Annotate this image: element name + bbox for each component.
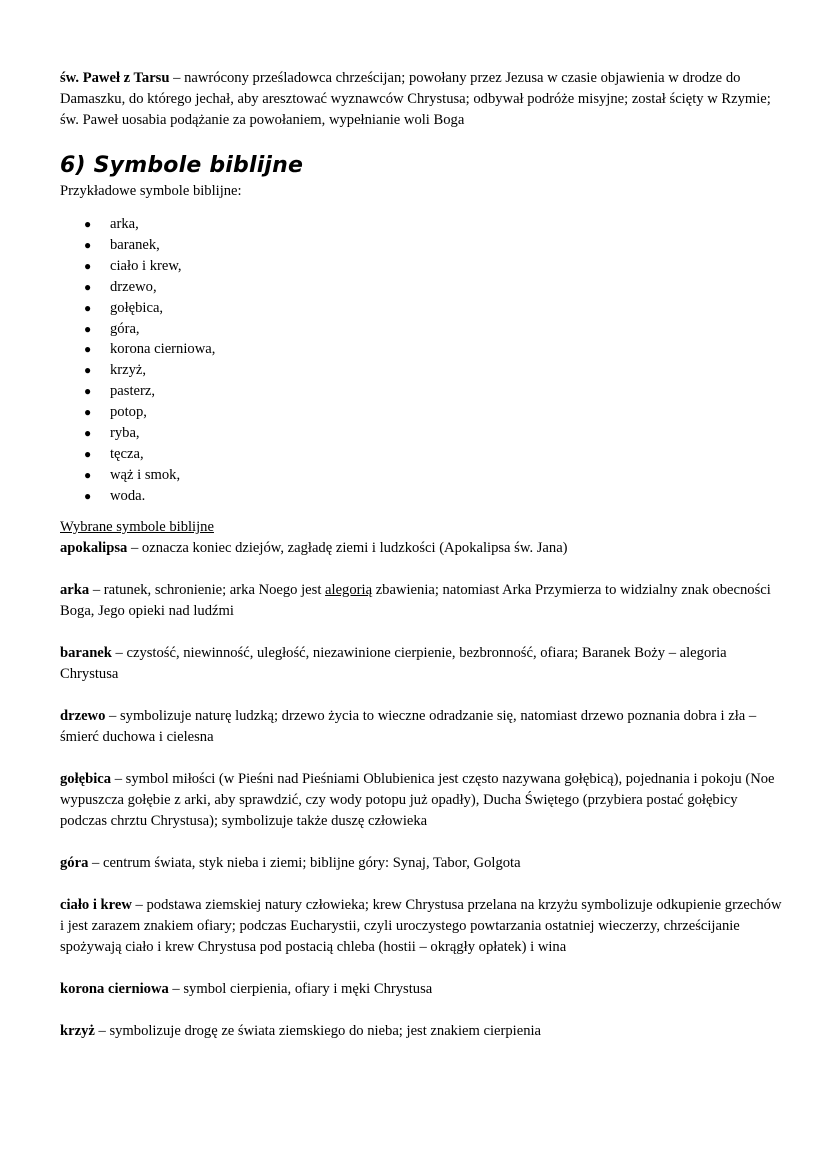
entry-underlined-word: alegorią	[325, 581, 373, 598]
intro-text: – nawrócony prześladowca chrześcijan; powołany przez Jezusa w czasie objawienia w drodze do Damaszku, do którego jechał, aby aresztować wyznawców Chrystusa; odbywał podróże misyjne; został ścięty w Rzymie; św. Paweł uosabia podążanie za powołaniem, wypełnianie woli Boga	[60, 70, 771, 128]
document-page	[60, 68, 782, 1042]
entry-korona-cierniowa	[60, 979, 782, 1000]
entry-cialo-i-krew	[60, 895, 782, 958]
list-item: ● wąż i smok,	[60, 465, 782, 486]
entry-apokalipsa	[60, 538, 782, 559]
entry-text: – symbolizuje drogę ze świata ziemskiego do nieba; jest znakiem cierpienia	[94, 1022, 542, 1039]
entry-text: – symbol cierpienia, ofiary i męki Chrystusa	[168, 980, 433, 997]
bullet-icon: ●	[84, 405, 92, 420]
entry-drzewo	[60, 706, 782, 748]
bullet-icon: ●	[84, 258, 92, 273]
list-item: ● drzewo,	[60, 277, 782, 298]
list-item: ● potop,	[60, 402, 782, 423]
entry-term: arka	[60, 581, 90, 598]
entry-gora	[60, 853, 782, 874]
bullet-icon: ●	[84, 363, 92, 378]
section-lead: Przykładowe symbole biblijne:	[60, 183, 242, 199]
list-item: ● gołębica,	[60, 298, 782, 319]
bullet-icon: ●	[84, 279, 92, 294]
list-item: ● arka,	[60, 214, 782, 235]
bullet-icon: ●	[84, 321, 92, 336]
list-item: ● góra,	[60, 319, 782, 340]
bullet-icon: ●	[84, 488, 92, 503]
entry-term: krzyż	[60, 1022, 95, 1039]
list-item: ● baranek,	[60, 235, 782, 256]
entry-text: – oznacza koniec dziejów, zagładę ziemi i ludzkości (Apokalipsa św. Jana)	[127, 539, 568, 556]
entry-text: – symbolizuje naturę ludzką; drzewo życia to wieczne odradzanie się, natomiast drzewo poznania dobra i zła – śmierć duchowa i cielesna	[60, 707, 757, 745]
entry-golebica	[60, 769, 782, 832]
list-item: ● krzyż,	[60, 360, 782, 381]
bullet-icon: ●	[84, 384, 92, 399]
bullet-icon: ●	[84, 300, 92, 315]
bullet-icon: ●	[84, 342, 92, 357]
list-item: ● woda.	[60, 486, 782, 507]
entry-text: – centrum świata, styk nieba i ziemi; biblijne góry: Synaj, Tabor, Golgota	[88, 854, 521, 871]
bullet-icon: ●	[84, 217, 92, 231]
intro-term: św. Paweł z Tarsu	[60, 70, 170, 86]
list-item: ● ryba,	[60, 423, 782, 444]
list-item: ● ciało i krew,	[60, 256, 782, 277]
list-item: ● pasterz,	[60, 381, 782, 402]
entry-term: gołębica	[60, 770, 112, 787]
bullet-icon: ●	[84, 467, 92, 482]
section-title: 6) Symbole biblijne	[60, 153, 304, 178]
entry-text: – podstawa ziemskiej natury człowieka; krew Chrystusa przelana na krzyżu symbolizuje odkupienie grzechów i jest zarazem znakiem ofiary; podczas Eucharystii, czyli uroczystego powtarzania ostatniej wieczerzy, chrześcijanie spożywają ciało i krew Chrystusa pod postacią chleba (hostii – okrągły opłatek) i wina	[60, 896, 782, 955]
symbols-list	[60, 214, 782, 507]
entry-baranek	[60, 643, 782, 685]
entry-text: – ratunek, schronienie; arka Noego jest	[89, 581, 326, 598]
entry-term: baranek	[60, 644, 112, 661]
entry-text: zbawienia; natomiast Arka Przymierza to widzialny znak obecności Boga, Jego opieki nad ludźmi	[60, 581, 771, 619]
entry-term: ciało i krew	[60, 896, 132, 913]
bullet-icon: ●	[84, 237, 92, 252]
entry-krzyz	[60, 1021, 782, 1042]
bullet-icon: ●	[84, 426, 92, 441]
subheading: Wybrane symbole biblijne	[60, 518, 214, 535]
entry-term: góra	[60, 854, 89, 871]
entry-term: korona cierniowa	[60, 980, 169, 997]
entry-term: apokalipsa	[60, 539, 128, 556]
intro-paragraph	[60, 68, 782, 131]
list-item: ● korona cierniowa,	[60, 339, 782, 360]
bullet-icon: ●	[84, 446, 92, 461]
entry-term: drzewo	[60, 707, 106, 724]
entry-arka	[60, 580, 782, 622]
list-item: ● tęcza,	[60, 444, 782, 465]
entry-text: – symbol miłości (w Pieśni nad Pieśniami Oblubienica jest często nazywana gołębicą), pojednania i pokoju (Noe wypuszcza gołębie z arki, aby sprawdzić, czy wody potopu już opadły), Ducha Świętego (przybiera postać gołębicy podczas chrztu Chrystusa); symbolizuje także duszę człowieka	[60, 770, 775, 829]
entry-text: – czystość, niewinność, uległość, niezawinione cierpienie, bezbronność, ofiara; Baranek Boży – alegoria Chrystusa	[60, 644, 727, 682]
